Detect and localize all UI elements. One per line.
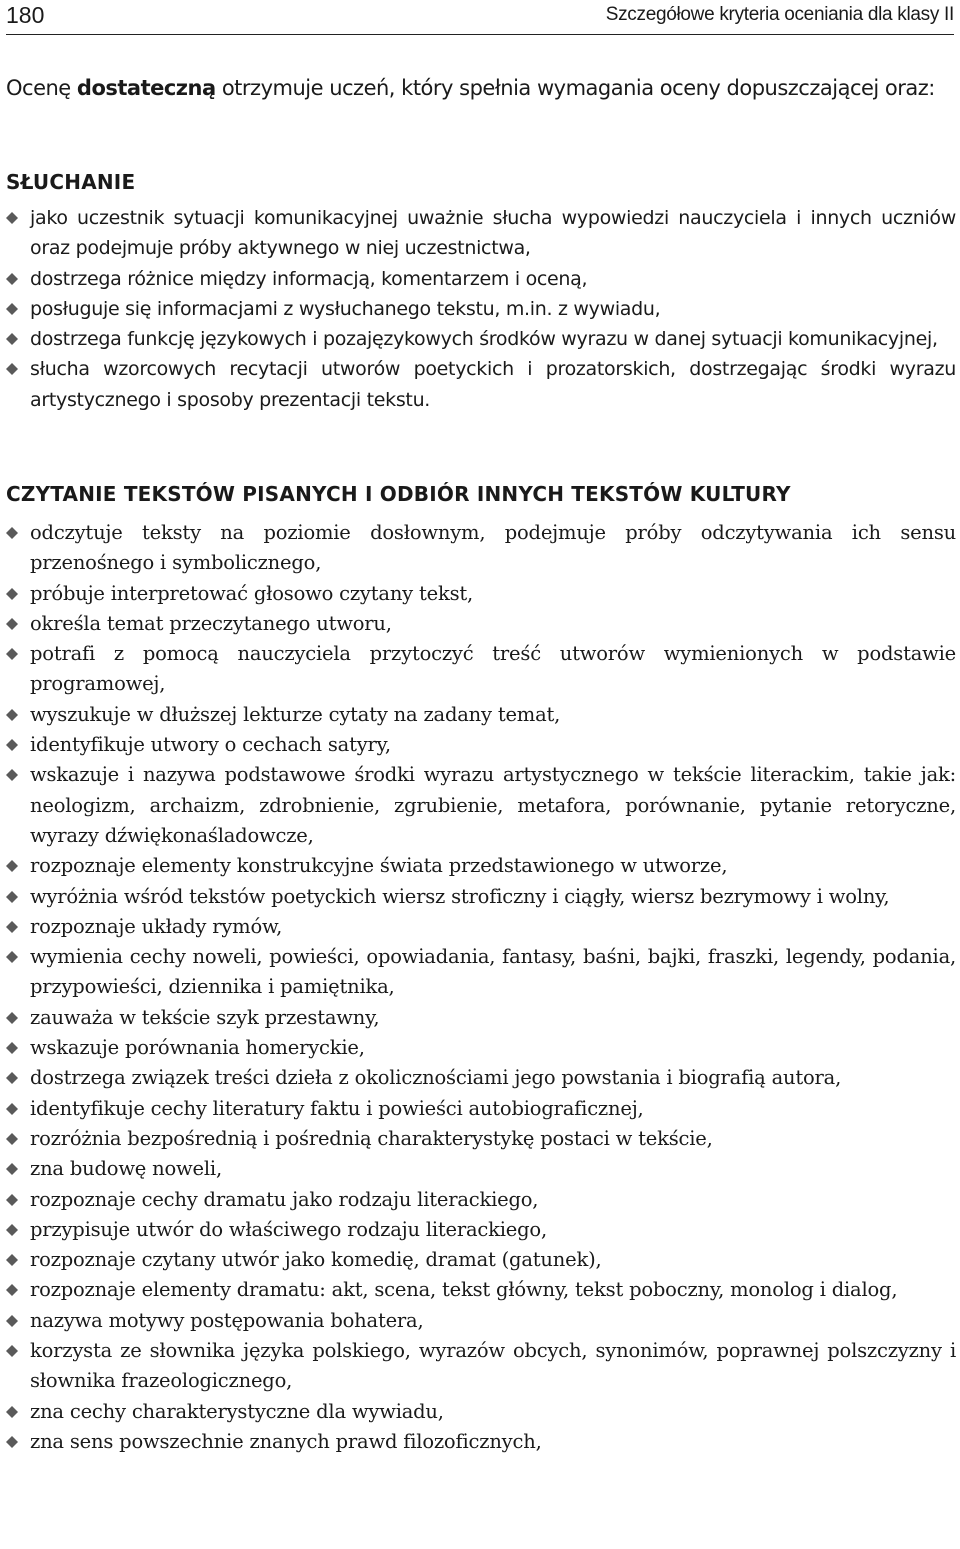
list-item-text: wymienia cechy noweli, powieści, opowiadania, fantasy, baśni, bajki, fraszki, legendy, podania, przypowieści, dziennika i pamiętnika, — [30, 945, 956, 999]
diamond-bullet-icon — [6, 648, 18, 660]
list-item — [6, 609, 956, 639]
list-item-text: wyróżnia wśród tekstów poetyckich wiersz stroficzny i ciągły, wiersz bezrymowy i wolny, — [30, 884, 890, 908]
list-item — [6, 639, 956, 700]
list-item — [6, 354, 956, 415]
list-item-text: potrafi z pomocą nauczyciela przytoczyć treść utworów wymienionych w podstawie programowej, — [30, 642, 956, 696]
diamond-bullet-icon — [6, 1133, 18, 1145]
diamond-bullet-icon — [6, 1194, 18, 1206]
section-heading-czytanie: CZYTANIE TEKSTÓW PISANYCH I ODBIÓR INNYCH TEKSTÓW KULTURY — [6, 482, 791, 506]
grade-emphasis: dostateczną — [76, 76, 216, 100]
diamond-bullet-icon — [6, 921, 18, 933]
intro-suffix: otrzymuje uczeń, który spełnia wymagania oceny dopuszczającej oraz: — [215, 76, 935, 100]
list-item-text: słucha wzorcowych recytacji utworów poetyckich i prozatorskich, dostrzegając środki wyrazu artystycznego i sposoby prezentacji tekstu. — [30, 358, 956, 411]
diamond-bullet-icon — [6, 1224, 18, 1236]
list-item-text: próbuje interpretować głosowo czytany tekst, — [30, 581, 474, 605]
list-item-text: rozpoznaje cechy dramatu jako rodzaju literackiego, — [30, 1187, 539, 1211]
list-item — [6, 882, 956, 912]
list-item-text: rozróżnia bezpośrednią i pośrednią charakterystykę postaci w tekście, — [30, 1126, 713, 1150]
section-heading-sluchanie: SŁUCHANIE — [6, 170, 136, 194]
list-item-text: zna budowę noweli, — [30, 1157, 222, 1181]
list-item — [6, 203, 956, 264]
list-item-text: wskazuje i nazywa podstawowe środki wyrazu artystycznego w tekście literackim, takie jak: neologizm, archaizm, zdrobnienie, zgrubienie, metafora, porównanie, pytanie retoryczne, wyrazy dźwiękonaśladowcze, — [30, 763, 956, 847]
list-item-text: posługuje się informacjami z wysłuchanego tekstu, m.in. z wywiadu, — [30, 297, 661, 320]
list-item — [6, 851, 956, 881]
diamond-bullet-icon — [6, 1436, 18, 1448]
list-item — [6, 1306, 956, 1336]
list-item — [6, 1275, 956, 1305]
page-number: 180 — [6, 2, 45, 28]
list-item-text: jako uczestnik sytuacji komunikacyjnej uważnie słucha wypowiedzi nauczyciela i innych uczniów oraz podejmuje próby aktywnego w niej uczestnictwa, — [30, 207, 956, 260]
diamond-bullet-icon — [6, 769, 18, 781]
list-item — [6, 912, 956, 942]
list-item — [6, 1063, 956, 1093]
list-item — [6, 1336, 956, 1397]
list-item — [6, 1215, 956, 1245]
list-item — [6, 518, 956, 579]
list-item-text: zna sens powszechnie znanych prawd filozoficznych, — [30, 1429, 542, 1453]
diamond-bullet-icon — [6, 1406, 18, 1418]
list-item — [6, 1185, 956, 1215]
list-item — [6, 1003, 956, 1033]
diamond-bullet-icon — [6, 860, 18, 872]
list-item-text: wyszukuje w dłuższej lekturze cytaty na zadany temat, — [30, 702, 561, 726]
diamond-bullet-icon — [6, 303, 18, 315]
diamond-bullet-icon — [6, 1345, 18, 1357]
list-item — [6, 1124, 956, 1154]
diamond-bullet-icon — [6, 951, 18, 963]
list-item-text: korzysta ze słownika języka polskiego, wyrazów obcych, synonimów, poprawnej polszczyzny i słownika frazeologicznego, — [30, 1339, 956, 1393]
list-item — [6, 700, 956, 730]
list-item — [6, 760, 956, 851]
list-item-text: rozpoznaje elementy dramatu: akt, scena, tekst główny, tekst poboczny, monolog i dialog, — [30, 1278, 898, 1302]
list-item-text: identyfikuje utwory o cechach satyry, — [30, 733, 391, 757]
list-item-text: dostrzega związek treści dzieła z okolicznościami jego powstania i biografią autora, — [30, 1066, 842, 1090]
list-item — [6, 579, 956, 609]
sluchanie-list — [6, 203, 956, 415]
diamond-bullet-icon — [6, 1315, 18, 1327]
diamond-bullet-icon — [6, 1103, 18, 1115]
diamond-bullet-icon — [6, 1254, 18, 1266]
intro-paragraph — [6, 73, 954, 104]
list-item-text: odczytuje teksty na poziomie dosłownym, podejmuje próby odczytywania ich sensu przenośnego i symbolicznego, — [30, 521, 956, 575]
list-item-text: identyfikuje cechy literatury faktu i powieści autobiograficznej, — [30, 1096, 644, 1120]
diamond-bullet-icon — [6, 363, 18, 375]
list-item-text: dostrzega funkcję językowych i pozajęzykowych środków wyrazu w danej sytuacji komunikacyjnej, — [30, 328, 938, 351]
list-item-text: wskazuje porównania homeryckie, — [30, 1036, 365, 1060]
diamond-bullet-icon — [6, 527, 18, 539]
diamond-bullet-icon — [6, 1042, 18, 1054]
list-item — [6, 1245, 956, 1275]
list-item — [6, 1094, 956, 1124]
list-item — [6, 1427, 956, 1457]
diamond-bullet-icon — [6, 618, 18, 630]
list-item-text: rozpoznaje elementy konstrukcyjne świata przedstawionego w utworze, — [30, 854, 728, 878]
diamond-bullet-icon — [6, 212, 18, 224]
list-item-text: przypisuje utwór do właściwego rodzaju literackiego, — [30, 1217, 547, 1241]
diamond-bullet-icon — [6, 709, 18, 721]
list-item-text: nazywa motywy postępowania bohatera, — [30, 1308, 424, 1332]
intro-prefix: Ocenę — [6, 76, 77, 100]
list-item — [6, 942, 956, 1003]
diamond-bullet-icon — [6, 588, 18, 600]
list-item-text: dostrzega różnice między informacją, komentarzem i oceną, — [30, 267, 588, 290]
list-item — [6, 324, 956, 354]
list-item — [6, 1033, 956, 1063]
czytanie-list — [6, 518, 956, 1457]
diamond-bullet-icon — [6, 333, 18, 345]
list-item — [6, 1397, 956, 1427]
list-item-text: rozpoznaje układy rymów, — [30, 914, 283, 938]
diamond-bullet-icon — [6, 739, 18, 751]
diamond-bullet-icon — [6, 1072, 18, 1084]
running-title: Szczegółowe kryteria oceniania dla klasy II — [605, 4, 954, 25]
diamond-bullet-icon — [6, 1012, 18, 1024]
list-item — [6, 264, 956, 294]
list-item-text: zna cechy charakterystyczne dla wywiadu, — [30, 1399, 444, 1423]
page-header — [6, 0, 954, 35]
list-item-text: zauważa w tekście szyk przestawny, — [30, 1005, 380, 1029]
diamond-bullet-icon — [6, 1163, 18, 1175]
diamond-bullet-icon — [6, 1284, 18, 1296]
list-item — [6, 730, 956, 760]
list-item — [6, 294, 956, 324]
list-item — [6, 1154, 956, 1184]
diamond-bullet-icon — [6, 273, 18, 285]
diamond-bullet-icon — [6, 891, 18, 903]
list-item-text: rozpoznaje czytany utwór jako komedię, dramat (gatunek), — [30, 1248, 602, 1272]
list-item-text: określa temat przeczytanego utworu, — [30, 611, 392, 635]
